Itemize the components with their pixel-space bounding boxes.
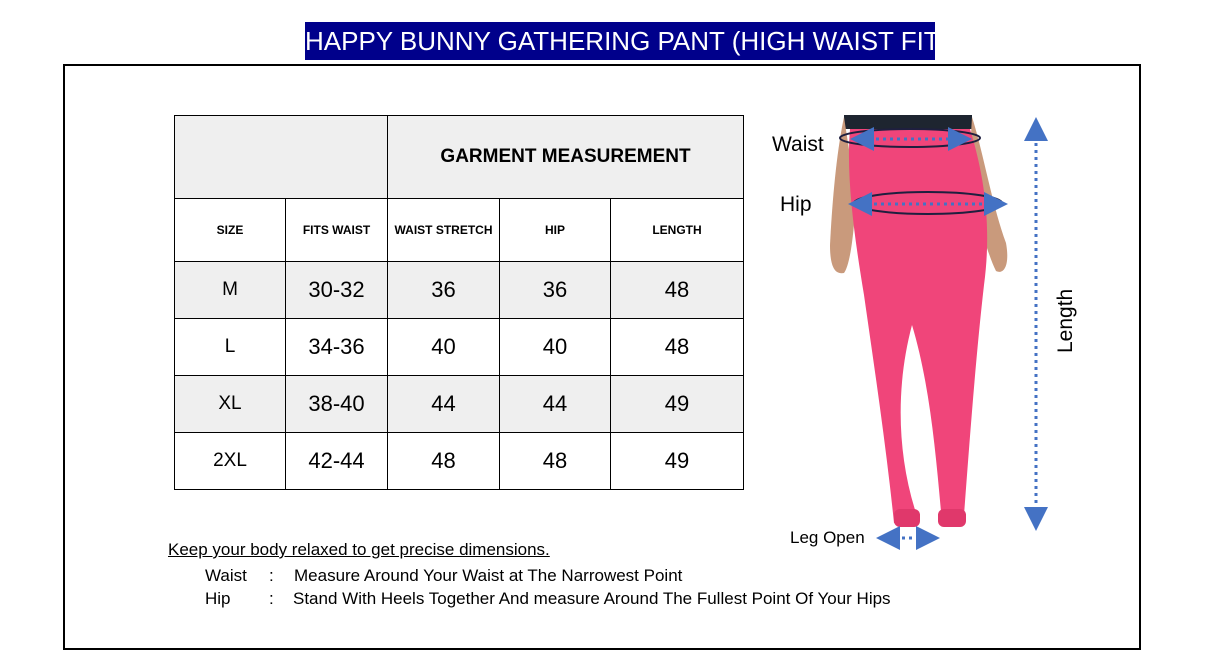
column-header-length: LENGTH xyxy=(611,199,744,262)
waist-stretch-cell: 36 xyxy=(388,262,500,319)
fits-waist-cell: 30-32 xyxy=(286,262,388,319)
fits-waist-cell: 42-44 xyxy=(286,433,388,490)
size-cell: XL xyxy=(175,376,286,433)
leg-open-label: Leg Open xyxy=(790,528,865,547)
waist-stretch-cell: 44 xyxy=(388,376,500,433)
page-title: HAPPY BUNNY GATHERING PANT (HIGH WAIST FIT) xyxy=(305,22,935,60)
hip-label: Hip xyxy=(780,193,812,216)
column-header-hip: HIP xyxy=(500,199,611,262)
table-row xyxy=(175,319,744,376)
table-row xyxy=(175,433,744,490)
length-cell: 48 xyxy=(611,262,744,319)
size-cell: 2XL xyxy=(175,433,286,490)
blank-header-cell xyxy=(175,116,388,199)
hip-cell: 40 xyxy=(500,319,611,376)
garment-measurement-header: GARMENT MEASUREMENT xyxy=(388,116,744,199)
hip-cell: 48 xyxy=(500,433,611,490)
length-label: Length xyxy=(1054,288,1077,353)
right-cuff xyxy=(938,509,966,527)
pant-illustration xyxy=(770,115,1100,555)
notes-heading: Keep your body relaxed to get precise dimensions. xyxy=(168,540,550,559)
pant-body xyxy=(849,129,987,523)
length-cell: 49 xyxy=(611,376,744,433)
measurement-diagram xyxy=(770,115,1100,555)
hip-cell: 44 xyxy=(500,376,611,433)
note-hip-text: Stand With Heels Together And measure Around The Fullest Point Of Your Hips xyxy=(293,589,891,608)
shirt-hem xyxy=(844,115,972,129)
fits-waist-cell: 38-40 xyxy=(286,376,388,433)
length-cell: 49 xyxy=(611,433,744,490)
fits-waist-cell: 34-36 xyxy=(286,319,388,376)
note-waist-text: Measure Around Your Waist at The Narrowest Point xyxy=(294,566,683,585)
waist-stretch-cell: 48 xyxy=(388,433,500,490)
waist-stretch-cell: 40 xyxy=(388,319,500,376)
size-chart-table xyxy=(174,115,744,490)
length-cell: 48 xyxy=(611,319,744,376)
column-header-waist-stretch: WAIST STRETCH xyxy=(388,199,500,262)
note-hip-term: Hip xyxy=(205,589,231,608)
size-cell: L xyxy=(175,319,286,376)
note-hip-separator: : xyxy=(269,589,274,608)
size-cell: M xyxy=(175,262,286,319)
waist-label: Waist xyxy=(772,133,824,156)
column-header-fits-waist: FITS WAIST xyxy=(286,199,388,262)
table-row xyxy=(175,262,744,319)
note-waist-separator: : xyxy=(269,566,274,585)
hip-cell: 36 xyxy=(500,262,611,319)
table-group-header-row xyxy=(175,116,744,199)
note-waist-term: Waist xyxy=(205,566,247,585)
left-cuff xyxy=(894,509,920,527)
column-header-row xyxy=(175,199,744,262)
column-header-size: SIZE xyxy=(175,199,286,262)
table-row xyxy=(175,376,744,433)
